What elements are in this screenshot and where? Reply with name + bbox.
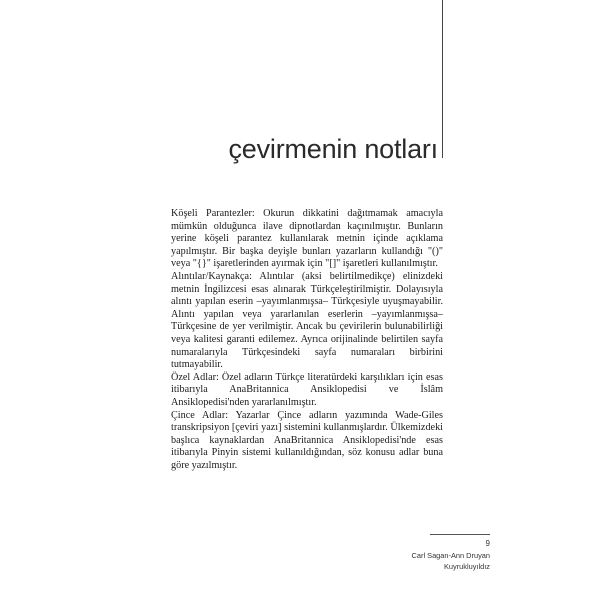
- running-footer-title: Kuyrukluyıldız: [443, 562, 490, 571]
- paragraph-alintilar: Alıntılar/Kaynakça: Alıntılar (aksi belirtilmedikçe) elinizdeki metnin İngilizcesi esas alınarak Türkçeleştirilmiştir. Dolayısıyla alıntı yapılan eserin –yayımlanmışsa– Türkçesiyle uyuşmayabilir. Alıntı yapılan veya yararlanılan eserlerin –yayımlanmışsa– Türkçesine de yer verilmiştir. Ancak bu çevirilerin bulunabilirliği veya kalitesi garanti edilemez. Ayrıca orijinalinde belirtilen sayfa numaralarıyla Türkçesindeki sayfa numaraları birbirini tutmayabilir.: [171, 270, 443, 371]
- page-number: 9: [485, 539, 490, 548]
- paragraph-koseli-parantezler: Köşeli Parantezler: Okurun dikkatini dağıtmamak amacıyla mümkün olduğunca ilave dipnotlardan kaçınılmıştır. Bunların yerine köşeli parantez kullanılarak metnin içinde açıklama yapılmıştır. Bir başka deyişle bunları yazarların kullandığı "()" veya "{}" işaretlerinden ayırmak için "[]" işaretleri kullanılmıştır.: [171, 208, 443, 270]
- paragraph-ozel-adlar: Özel Adlar: Özel adların Türkçe literatürdeki karşılıkları için esas itibarıyla AnaBritannica Ansiklopedisi ve İslâm Ansiklopedisi'nden yararlanılmıştır.: [171, 371, 443, 408]
- title-vertical-rule: [442, 0, 443, 158]
- body-text: [171, 208, 443, 472]
- running-footer-authors: Carl Sagan-Ann Druyan: [411, 551, 490, 560]
- footer-rule: [430, 534, 490, 535]
- chapter-title: çevirmenin notları: [228, 134, 438, 164]
- paragraph-cince-adlar: Çince Adlar: Yazarlar Çince adların yazımında Wade-Giles transkripsiyon [çeviri yazı] sistemini kullanmışlardır. Ülkemizdeki başlıca kaynaklardan AnaBritannica Ansiklopedisi'nde esas itibarıyla Pinyin sistemi kullanıldığından, söz konusu adlar buna göre yazılmıştır.: [171, 409, 443, 471]
